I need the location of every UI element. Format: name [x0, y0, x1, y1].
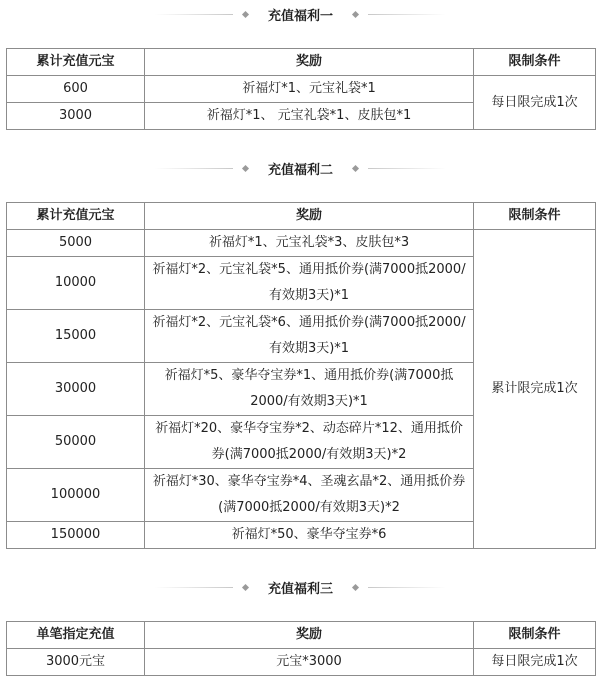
table-row [7, 649, 596, 676]
reward-cell: 祈福灯*2、元宝礼袋*6、通用抵价券(满7000抵2000/有效期3天)*1 [145, 310, 474, 363]
column-header-amount: 单笔指定充值 [7, 622, 145, 649]
limit-cell: 每日限完成1次 [474, 76, 596, 130]
table-header-row [7, 49, 596, 76]
reward-cell: 祈福灯*5、豪华夺宝券*1、通用抵价券(满7000抵2000/有效期3天)*1 [145, 363, 474, 416]
section-2-heading [0, 157, 601, 179]
section-title: 充值福利二 [267, 162, 333, 178]
section-3-heading [0, 576, 601, 598]
amount-cell: 10000 [7, 257, 145, 310]
section-title: 充值福利三 [267, 581, 333, 597]
amount-cell: 30000 [7, 363, 145, 416]
divider-line [368, 14, 446, 15]
diamond-icon [242, 164, 249, 171]
reward-cell: 祈福灯*1、元宝礼袋*1 [145, 76, 474, 103]
column-header-amount: 累计充值元宝 [7, 49, 145, 76]
diamond-icon [242, 583, 249, 590]
amount-cell: 50000 [7, 416, 145, 469]
section-1-heading [0, 3, 601, 25]
reward-cell: 祈福灯*2、元宝礼袋*5、通用抵价券(满7000抵2000/有效期3天)*1 [145, 257, 474, 310]
column-header-reward: 奖励 [145, 203, 474, 230]
reward-cell: 祈福灯*20、豪华夺宝券*2、动态碎片*12、通用抵价券(满7000抵2000/有效期3天)*2 [145, 416, 474, 469]
limit-cell: 累计限完成1次 [474, 230, 596, 549]
amount-cell: 5000 [7, 230, 145, 257]
column-header-reward: 奖励 [145, 49, 474, 76]
divider-line [368, 168, 446, 169]
diamond-icon [352, 10, 359, 17]
table-row [7, 76, 596, 103]
column-header-limit: 限制条件 [474, 49, 596, 76]
column-header-limit: 限制条件 [474, 203, 596, 230]
reward-cell: 祈福灯*30、豪华夺宝券*4、圣魂玄晶*2、通用抵价券(满7000抵2000/有效期3天)*2 [145, 469, 474, 522]
diamond-icon [242, 10, 249, 17]
amount-cell: 15000 [7, 310, 145, 363]
reward-cell: 元宝*3000 [145, 649, 474, 676]
section-title: 充值福利一 [267, 8, 333, 24]
amount-cell: 3000元宝 [7, 649, 145, 676]
amount-cell: 150000 [7, 522, 145, 549]
amount-cell: 100000 [7, 469, 145, 522]
column-header-limit: 限制条件 [474, 622, 596, 649]
amount-cell: 600 [7, 76, 145, 103]
divider-line [155, 587, 233, 588]
amount-cell: 3000 [7, 103, 145, 130]
reward-table-1 [6, 48, 596, 130]
reward-cell: 祈福灯*50、豪华夺宝券*6 [145, 522, 474, 549]
limit-cell: 每日限完成1次 [474, 649, 596, 676]
reward-cell: 祈福灯*1、元宝礼袋*3、皮肤包*3 [145, 230, 474, 257]
column-header-reward: 奖励 [145, 622, 474, 649]
divider-line [155, 168, 233, 169]
column-header-amount: 累计充值元宝 [7, 203, 145, 230]
reward-table-2 [6, 202, 596, 549]
table-header-row [7, 203, 596, 230]
divider-line [368, 587, 446, 588]
reward-table-3 [6, 621, 596, 676]
reward-cell: 祈福灯*1、 元宝礼袋*1、皮肤包*1 [145, 103, 474, 130]
table-row [7, 230, 596, 257]
table-header-row [7, 622, 596, 649]
divider-line [155, 14, 233, 15]
diamond-icon [352, 164, 359, 171]
diamond-icon [352, 583, 359, 590]
